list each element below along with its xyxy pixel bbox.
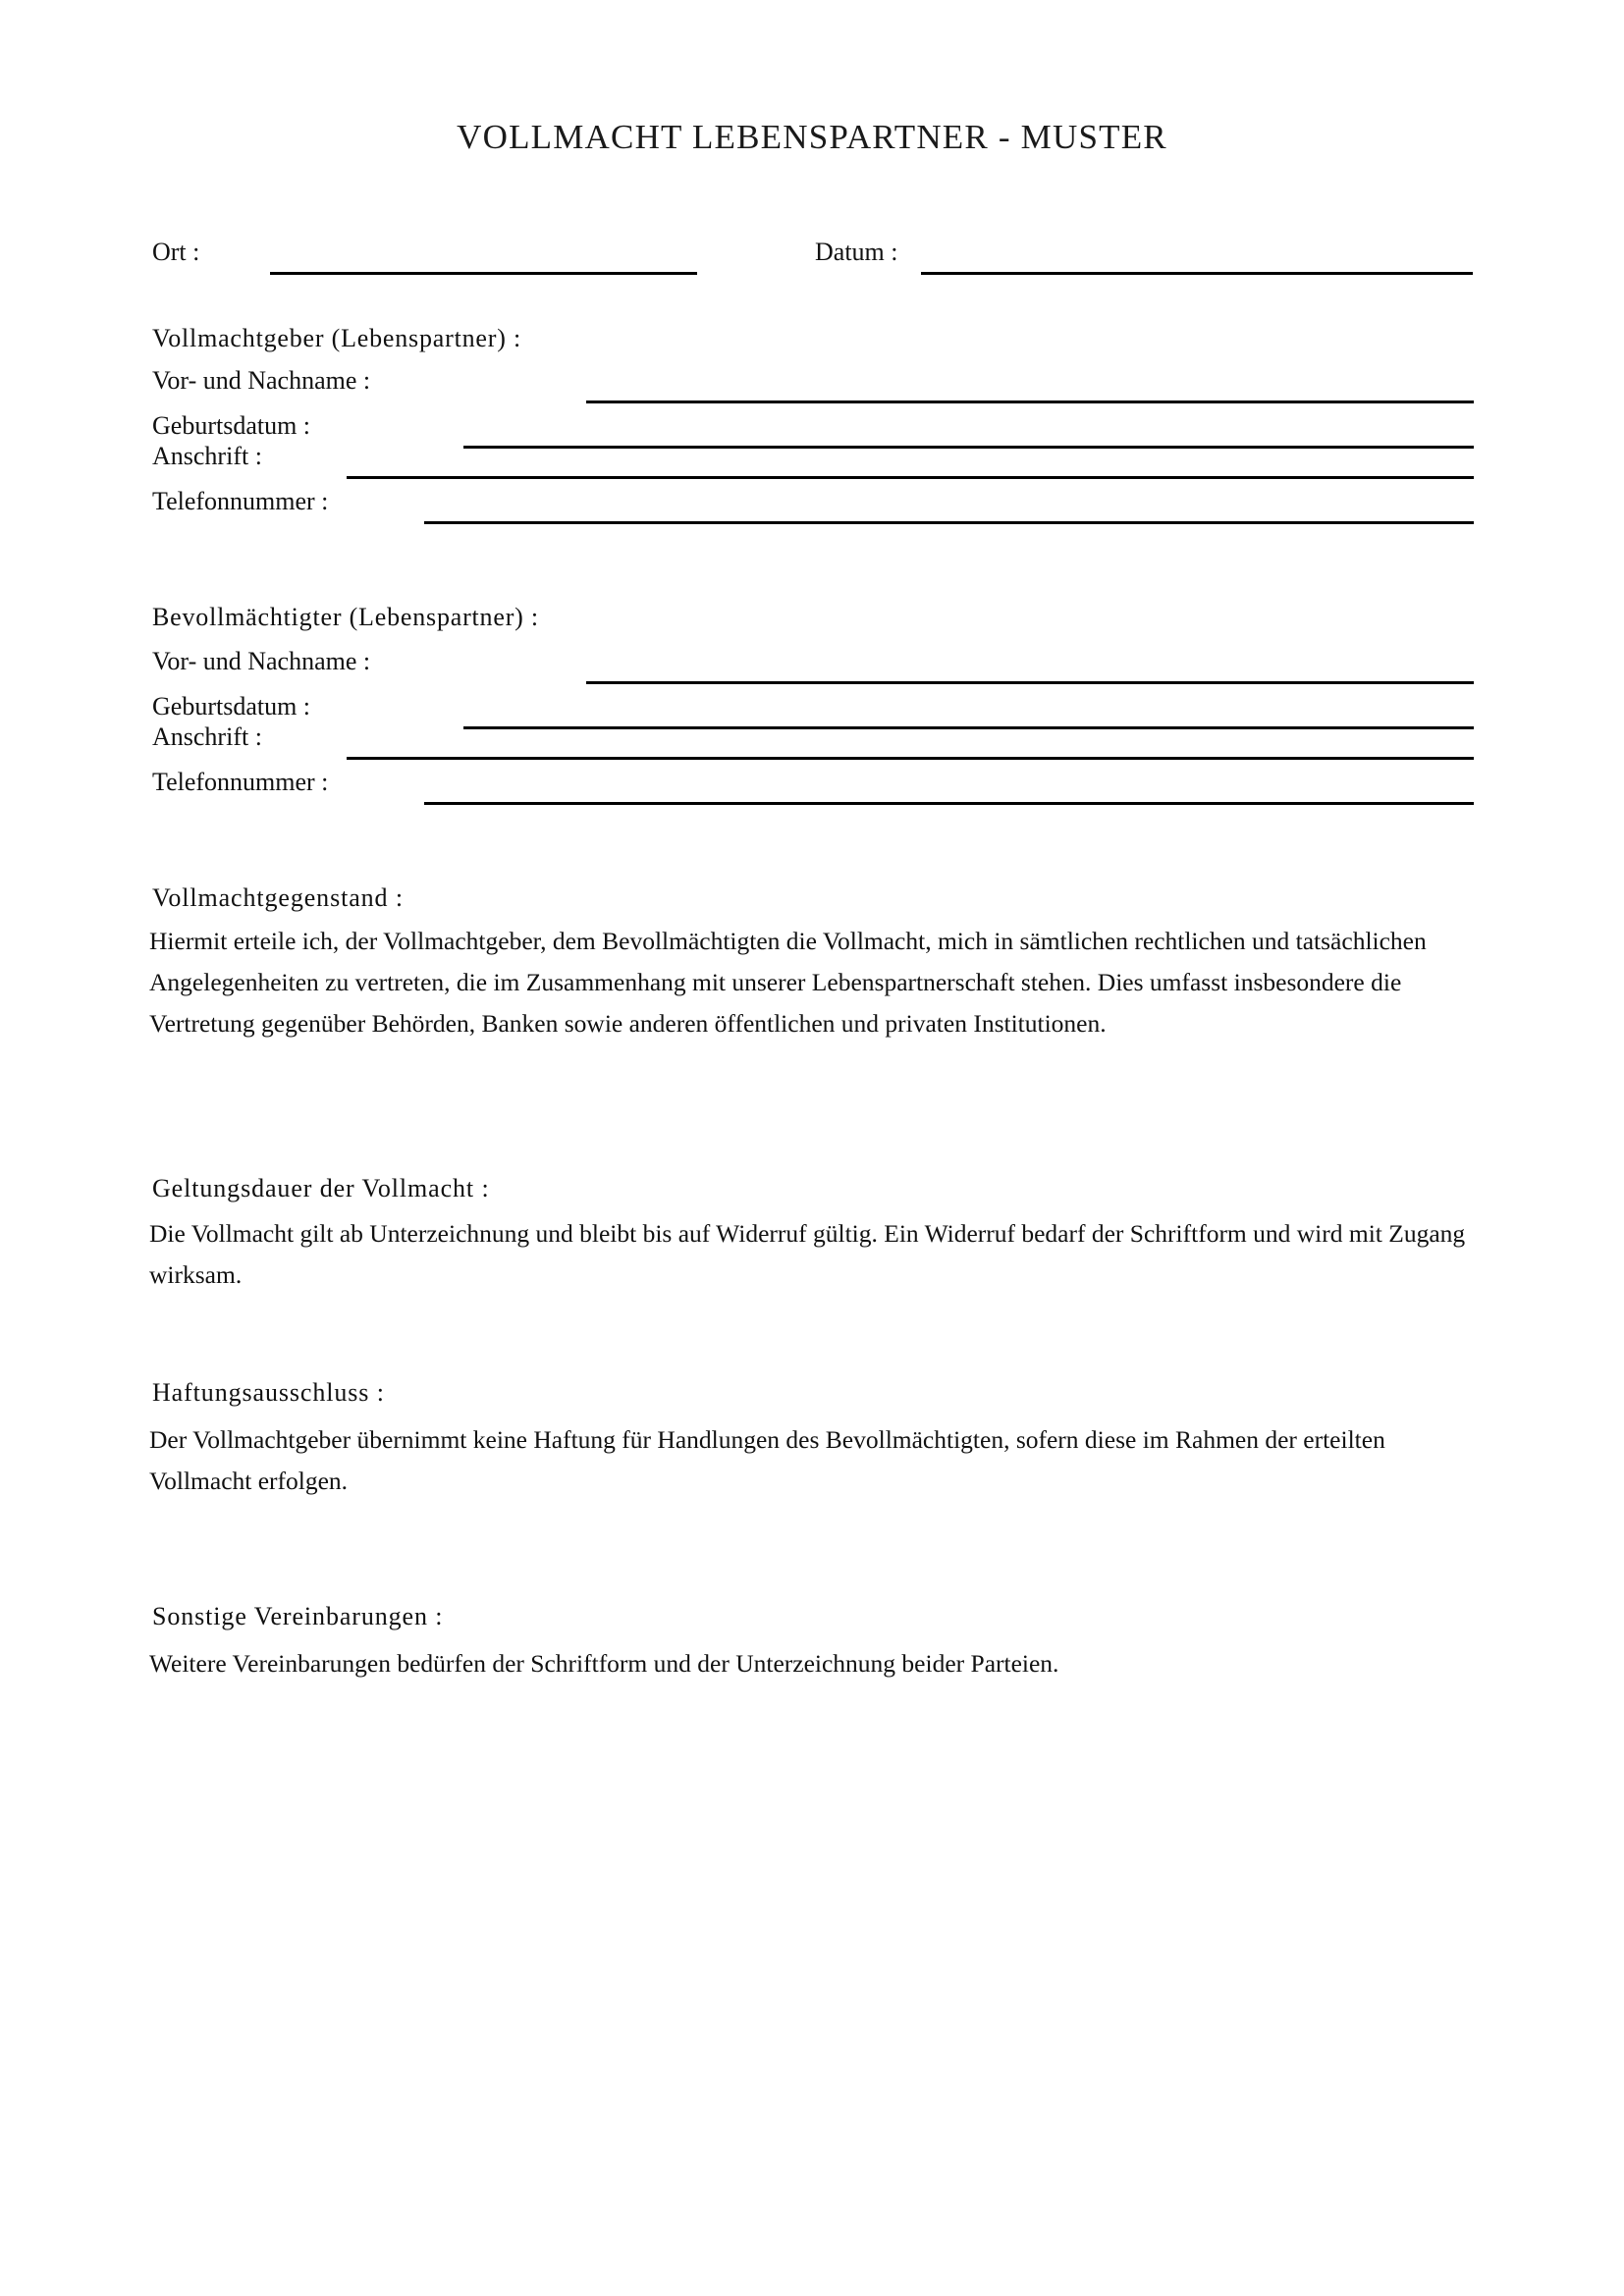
attorney-address-row (152, 722, 1478, 756)
datum-label: Datum : (815, 238, 898, 266)
section-body-vollmachtgegenstand: Hiermit erteile ich, der Vollmachtgeber, dem Bevollmächtigten die Vollmacht, mich in sämtlichen rechtlichen und tatsächlichen Angelegenheiten zu vertreten, die im Zusammenhang mit unserer Lebenspartnerschaft stehen. Dies umfasst insbesondere die Vertretung gegenüber Behörden, Banken sowie anderen öffentlichen und privaten Institutionen. (149, 927, 1427, 1038)
grantor-birthdate-label: Geburtsdatum : (152, 411, 311, 440)
attorney-name-input-line[interactable] (586, 681, 1474, 684)
section-body-sonstige-vereinbarungen: Weitere Vereinbarungen bedürfen der Schriftform und der Unterzeichnung beider Parteien. (149, 1649, 1059, 1678)
grantor-name-input-line[interactable] (586, 400, 1474, 403)
grantor-name-label: Vor- und Nachname : (152, 366, 371, 395)
grantor-address-row (152, 442, 1478, 475)
attorney-phone-row (152, 768, 1478, 801)
attorney-birthdate-row (152, 692, 1478, 725)
section-heading-sonstige-vereinbarungen: Sonstige Vereinbarungen : (152, 1602, 444, 1630)
attorney-birthdate-label: Geburtsdatum : (152, 692, 311, 721)
grantor-address-label: Anschrift : (152, 442, 262, 470)
section-heading-vollmachtgegenstand: Vollmachtgegenstand : (152, 883, 404, 912)
grantor-address-input-line[interactable] (347, 476, 1474, 479)
grantor-block-heading: Vollmachtgeber (Lebenspartner) : (152, 324, 521, 352)
section-body-geltungsdauer: Die Vollmacht gilt ab Unterzeichnung und bleibt bis auf Widerruf gültig. Ein Widerruf bedarf der Schriftform und wird mit Zugang wirksam. (149, 1219, 1466, 1289)
attorney-name-label: Vor- und Nachname : (152, 647, 371, 675)
attorney-block-heading: Bevollmächtigter (Lebenspartner) : (152, 603, 539, 631)
ort-input-line[interactable] (270, 272, 697, 275)
datum-input-line[interactable] (921, 272, 1473, 275)
grantor-name-row (152, 366, 1478, 400)
section-body-haftungsausschluss: Der Vollmachtgeber übernimmt keine Haftung für Handlungen des Bevollmächtigten, sofern diese im Rahmen der erteilten Vollmacht erfolgen. (149, 1425, 1385, 1495)
attorney-address-input-line[interactable] (347, 757, 1474, 760)
grantor-phone-row (152, 487, 1478, 520)
attorney-name-row (152, 647, 1478, 680)
attorney-phone-label: Telefonnummer : (152, 768, 329, 796)
place-date-row (152, 238, 1478, 271)
section-heading-geltungsdauer: Geltungsdauer der Vollmacht : (152, 1174, 490, 1202)
attorney-address-label: Anschrift : (152, 722, 262, 751)
grantor-birthdate-row (152, 411, 1478, 445)
grantor-phone-input-line[interactable] (424, 521, 1474, 524)
attorney-phone-input-line[interactable] (424, 802, 1474, 805)
ort-label: Ort : (152, 238, 200, 266)
section-heading-haftungsausschluss: Haftungsausschluss : (152, 1378, 385, 1407)
grantor-phone-label: Telefonnummer : (152, 487, 329, 515)
page-title: VOLLMACHT LEBENSPARTNER - MUSTER (457, 118, 1167, 156)
